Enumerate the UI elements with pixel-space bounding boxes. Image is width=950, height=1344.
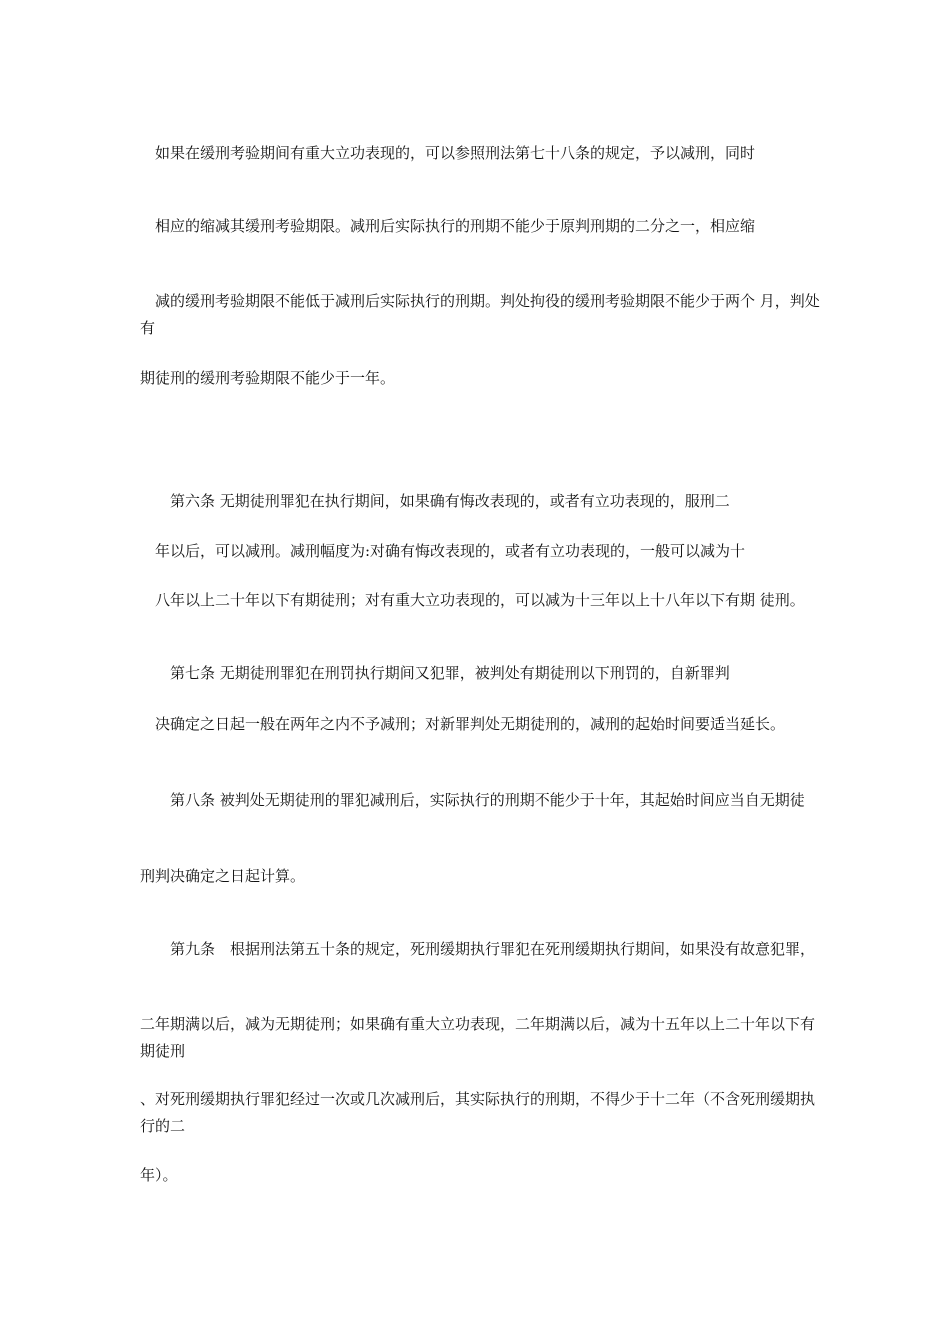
- article-9-line-2: 二年期满以后，减为无期徒刑；如果确有重大立功表现，二年期满以后，减为十五年以上二十年以下有期徒刑: [140, 1015, 816, 1060]
- article-6-line-2: 年以后，可以减刑。减刑幅度为:对确有悔改表现的，或者有立功表现的，一般可以减为十: [140, 542, 746, 560]
- paragraph-line-1: 如果在缓刑考验期间有重大立功表现的，可以参照刑法第七十八条的规定，予以减刑，同时: [140, 144, 756, 162]
- article-8-line-1: 第八条 被判处无期徒刑的罪犯减刑后，实际执行的刑期不能少于十年，其起始时间应当自无期徒: [140, 791, 805, 809]
- paragraph-line-2: 相应的缩减其缓刑考验期限。减刑后实际执行的刑期不能少于原判刑期的二分之一，相应缩: [140, 217, 756, 235]
- article-6-line-3: 八年以上二十年以下有期徒刑；对有重大立功表现的，可以减为十三年以上十八年以下有期 徒刑。: [140, 591, 805, 609]
- article-7-line-2: 决确定之日起一般在两年之内不予减刑；对新罪判处无期徒刑的，减刑的起始时间要适当延长。: [140, 715, 786, 733]
- paragraph-line-3: 减的缓刑考验期限不能低于减刑后实际执行的刑期。判处拘役的缓刑考验期限不能少于两个 月，判处有: [140, 292, 820, 337]
- article-7-line-1: 第七条 无期徒刑罪犯在刑罚执行期间又犯罪，被判处有期徒刑以下刑罚的，自新罪判: [140, 664, 730, 682]
- article-9-line-4: 年）。: [140, 1166, 178, 1184]
- article-6-line-1: 第六条 无期徒刑罪犯在执行期间，如果确有悔改表现的，或者有立功表现的，服刑二: [140, 492, 730, 510]
- article-8-line-2: 刑判决确定之日起计算。: [140, 867, 306, 885]
- article-9-line-1: 第九条 根据刑法第五十条的规定，死刑缓期执行罪犯在死刑缓期执行期间，如果没有故意犯罪，: [140, 940, 816, 958]
- article-9-line-3: 、对死刑缓期执行罪犯经过一次或几次减刑后，其实际执行的刑期，不得少于十二年（不含死刑缓期执行的二: [140, 1090, 816, 1135]
- paragraph-line-4: 期徒刑的缓刑考验期限不能少于一年。: [140, 369, 396, 387]
